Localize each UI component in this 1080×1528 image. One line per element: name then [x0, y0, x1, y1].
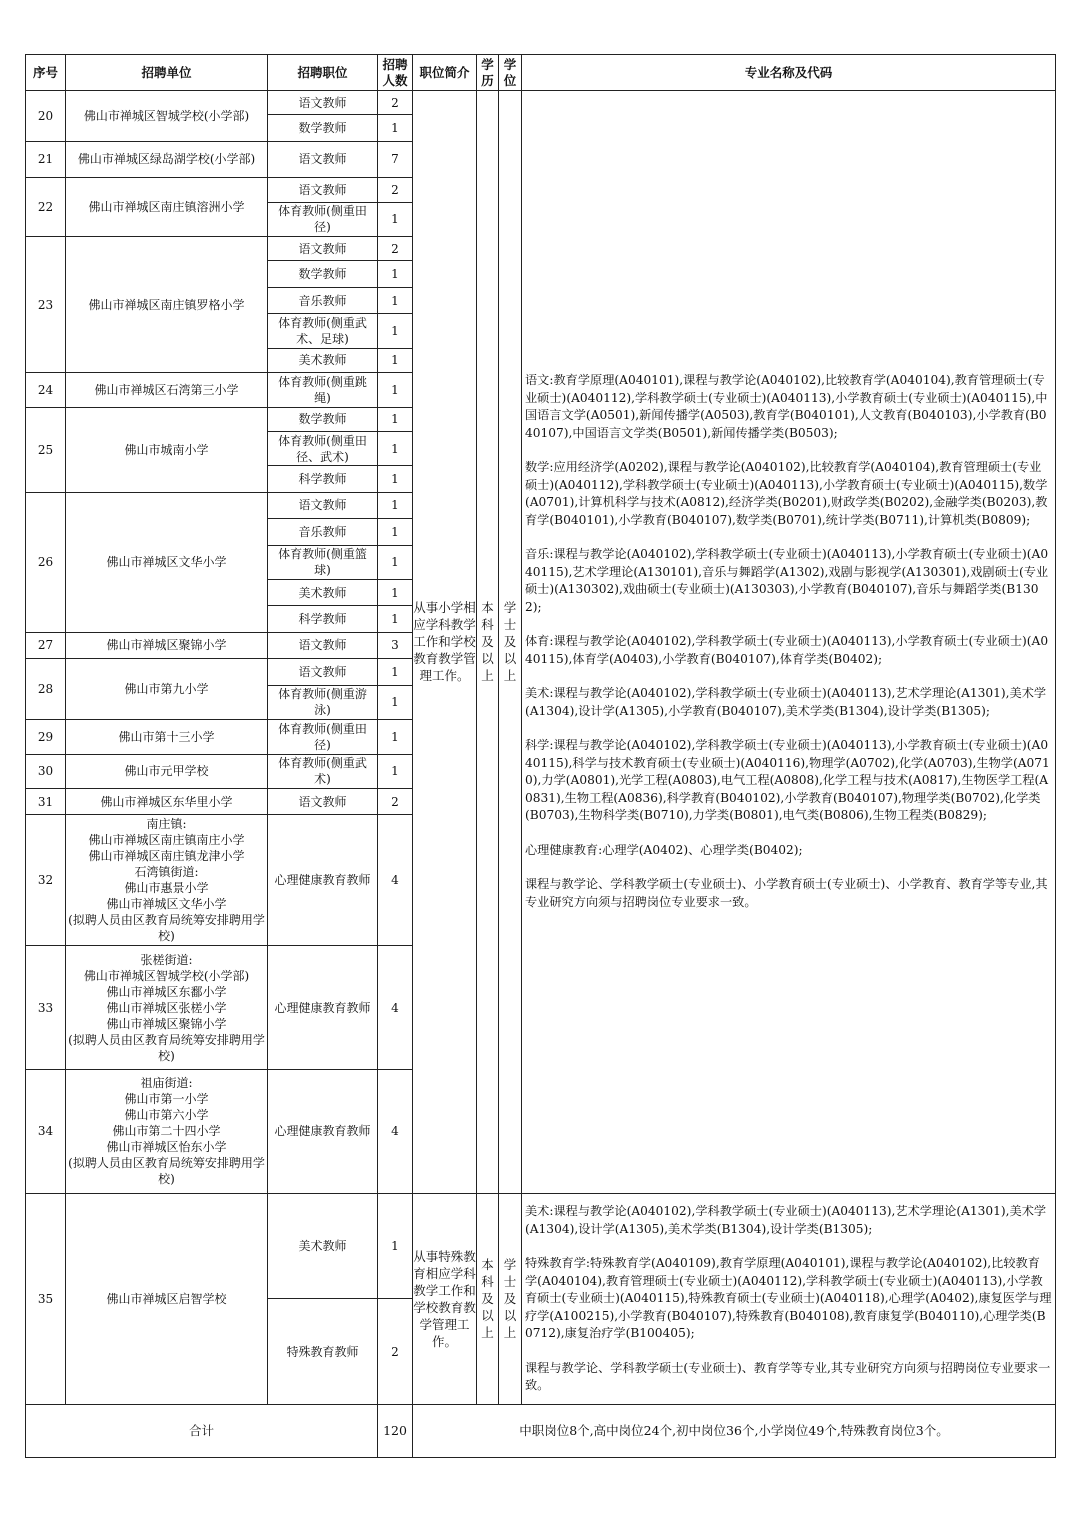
position-name: 语文教师	[268, 178, 378, 202]
recruiting-unit: 佛山市禅城区南庄镇溶洲小学	[66, 178, 268, 237]
row-number: 31	[26, 789, 66, 815]
headcount: 1	[378, 492, 413, 518]
total-count: 120	[378, 1404, 413, 1457]
headcount: 1	[378, 754, 413, 789]
headcount: 2	[378, 91, 413, 115]
position-name: 语文教师	[268, 632, 378, 658]
position-name: 美术教师	[268, 348, 378, 372]
position-name: 语文教师	[268, 659, 378, 685]
header-position: 招聘职位	[268, 55, 378, 91]
position-name: 体育教师(侧重田径、武术)	[268, 431, 378, 466]
header-major: 专业名称及代码	[522, 55, 1056, 91]
paragraph-gap	[525, 720, 1052, 737]
table-row	[26, 91, 1056, 115]
job-description: 从事小学相应学科教学工作和学校教育教学管理工作。	[413, 91, 477, 1194]
headcount: 2	[378, 178, 413, 202]
recruiting-unit: 佛山市禅城区绿岛湖学校(小学部)	[66, 141, 268, 178]
major-paragraph: 课程与教学论、学科教学硕士(专业硕士)、教育学等专业,其专业研究方向须与招聘岗位专业要求一致。	[525, 1360, 1051, 1393]
education-requirement: 本科及以上	[477, 1193, 499, 1404]
position-name: 语文教师	[268, 237, 378, 261]
major-paragraph: 特殊教育学:特殊教育学(A040109),教育学原理(A040101),课程与教学论(A040102),比较教育学(A040104),教育管理硕士(专业硕士)(A040112),学科教学硕士(专业硕士)(A040113),小学教育硕士(专业硕士)(A040115),特殊教育硕士(专业硕士)(A040118),心理学(A0402),康复医学与理疗学(A100215),小学教育(B040107),特殊教育(B040108),教育康复学(B040110),心理学类(B0712),康复治疗学(B100405);	[525, 1256, 1052, 1341]
recruitment-table	[25, 54, 1056, 1458]
major-requirements	[522, 91, 1056, 1194]
position-name: 心理健康教育教师	[268, 815, 378, 946]
headcount: 1	[378, 580, 413, 606]
headcount: 4	[378, 815, 413, 946]
row-number: 34	[26, 1070, 66, 1194]
recruiting-unit: 祖庙街道: 佛山市第一小学 佛山市第六小学 佛山市第二十四小学 佛山市禅城区怡东小学 (拟聘人员由区教育局统筹安排聘用学校)	[66, 1070, 268, 1194]
degree-requirement: 学士及以上	[499, 1193, 522, 1404]
position-name: 语文教师	[268, 789, 378, 815]
recruiting-unit: 佛山市禅城区智城学校(小学部)	[66, 91, 268, 142]
headcount: 1	[378, 314, 413, 349]
paragraph-gap	[525, 825, 1052, 842]
headcount: 1	[378, 261, 413, 287]
headcount: 1	[378, 1193, 413, 1299]
table-row	[26, 1193, 1056, 1299]
position-name: 数学教师	[268, 407, 378, 431]
position-name: 数学教师	[268, 261, 378, 287]
headcount: 1	[378, 407, 413, 431]
paragraph-gap	[525, 668, 1052, 685]
job-description: 从事特殊教育相应学科教学工作和学校教育教学管理工作。	[413, 1193, 477, 1404]
row-number: 25	[26, 407, 66, 492]
header-unit: 招聘单位	[66, 55, 268, 91]
position-name: 数学教师	[268, 115, 378, 141]
total-row	[26, 1404, 1056, 1457]
headcount: 1	[378, 431, 413, 466]
headcount: 1	[378, 202, 413, 237]
paragraph-gap	[525, 1343, 1052, 1360]
headcount: 7	[378, 141, 413, 178]
headcount: 2	[378, 1299, 413, 1405]
position-name: 科学教师	[268, 466, 378, 492]
row-number: 29	[26, 720, 66, 755]
headcount: 1	[378, 115, 413, 141]
major-paragraph: 科学:课程与教学论(A040102),学科教学硕士(专业硕士)(A040113),小学教育硕士(专业硕士)(A040115),科学与技术教育硕士(专业硕士)(A040116),物理学(A0702),化学(A0703),生物学(A0710),力学(A0801),光学工程(A0803),电气工程(A0808),化学工程与技术(A0817),生物医学工程(A0831),生物工程(A0836),科学教育(B040102),小学教育(B040107),物理学类(B0702),化学类(B0703),生物科学类(B0710),力学类(B0801),电气类(B0806),生物工程类(B0829);	[525, 738, 1050, 823]
row-number: 27	[26, 632, 66, 658]
row-number: 20	[26, 91, 66, 142]
position-name: 体育教师(侧重跳绳)	[268, 373, 378, 408]
position-name: 体育教师(侧重武术、足球)	[268, 314, 378, 349]
row-number: 32	[26, 815, 66, 946]
recruiting-unit: 南庄镇: 佛山市禅城区南庄镇南庄小学 佛山市禅城区南庄镇龙津小学 石湾镇街道: 佛山市惠景小学 佛山市禅城区文华小学 (拟聘人员由区教育局统筹安排聘用学校)	[66, 815, 268, 946]
recruiting-unit: 佛山市第九小学	[66, 659, 268, 720]
row-number: 22	[26, 178, 66, 237]
row-number: 23	[26, 237, 66, 373]
major-paragraph: 数学:应用经济学(A0202),课程与教学论(A040102),比较教育学(A040104),教育管理硕士(专业硕士)(A040112),学科教学硕士(专业硕士)(A040113),小学教育硕士(专业硕士)(A040115),数学(A0701),计算机科学与技术(A0812),经济学类(B0201),财政学类(B0202),金融学类(B0203),教育学(B040101),小学教育(B040107),数学类(B0701),统计学类(B0711),计算机类(B0809);	[525, 460, 1048, 527]
position-name: 体育教师(侧重游泳)	[268, 685, 378, 720]
header-count: 招聘人数	[378, 55, 413, 91]
recruiting-unit: 佛山市禅城区石湾第三小学	[66, 373, 268, 408]
headcount: 1	[378, 659, 413, 685]
headcount: 1	[378, 685, 413, 720]
headcount: 3	[378, 632, 413, 658]
major-paragraph: 音乐:课程与教学论(A040102),学科教学硕士(专业硕士)(A040113),小学教育硕士(专业硕士)(A040115),艺术学理论(A130101),音乐与舞蹈学(A1302),戏剧与影视学(A130301),戏剧硕士(专业硕士)(A130302),戏曲硕士(专业硕士)(A130303),小学教育(B040107),音乐与舞蹈学类(B1302);	[525, 547, 1049, 614]
header-desc: 职位简介	[413, 55, 477, 91]
paragraph-gap	[525, 859, 1052, 876]
paragraph-gap	[525, 1238, 1052, 1255]
major-paragraph: 体育:课程与教学论(A040102),学科教学硕士(专业硕士)(A040113),小学教育硕士(专业硕士)(A040115),体育学(A0403),小学教育(B040107),体育学类(B0402);	[525, 634, 1049, 666]
row-number: 33	[26, 946, 66, 1070]
table-body	[26, 91, 1056, 1458]
header-edu: 学历	[477, 55, 499, 91]
position-name: 体育教师(侧重田径)	[268, 720, 378, 755]
recruiting-unit: 佛山市禅城区启智学校	[66, 1193, 268, 1404]
recruiting-unit: 张槎街道: 佛山市禅城区智城学校(小学部) 佛山市禅城区东鄱小学 佛山市禅城区张槎小学 佛山市禅城区聚锦小学 (拟聘人员由区教育局统筹安排聘用学校)	[66, 946, 268, 1070]
row-number: 35	[26, 1193, 66, 1404]
position-name: 特殊教育教师	[268, 1299, 378, 1405]
header-degree: 学位	[499, 55, 522, 91]
major-requirements	[522, 1193, 1056, 1404]
headcount: 2	[378, 789, 413, 815]
position-name: 音乐教师	[268, 519, 378, 545]
position-name: 语文教师	[268, 492, 378, 518]
paragraph-gap	[525, 529, 1052, 546]
headcount: 1	[378, 545, 413, 580]
education-requirement: 本科及以上	[477, 91, 499, 1194]
total-label: 合计	[26, 1404, 378, 1457]
headcount: 1	[378, 348, 413, 372]
position-name: 体育教师(侧重田径)	[268, 202, 378, 237]
major-paragraph: 美术:课程与教学论(A040102),学科教学硕士(专业硕士)(A040113),艺术学理论(A1301),美术学(A1304),设计学(A1305),美术学类(B1304),设计学类(B1305);	[525, 1204, 1047, 1236]
recruiting-unit: 佛山市第十三小学	[66, 720, 268, 755]
row-number: 30	[26, 754, 66, 789]
paragraph-gap	[525, 616, 1052, 633]
headcount: 1	[378, 287, 413, 313]
recruiting-unit: 佛山市禅城区聚锦小学	[66, 632, 268, 658]
major-paragraph: 语文:教育学原理(A040101),课程与教学论(A040102),比较教育学(A040104),教育管理硕士(专业硕士)(A040112),学科教学硕士(专业硕士)(A040113),小学教育硕士(专业硕士)(A040115),中国语言文学(A0501),新闻传播学(A0503),教育学(B040101),人文教育(B040103),小学教育(B040107),中国语言文学类(B0501),新闻传播学类(B0503);	[525, 373, 1048, 440]
degree-requirement: 学士及以上	[499, 91, 522, 1194]
paragraph-gap	[525, 442, 1052, 459]
header-row	[26, 55, 1056, 91]
recruiting-unit: 佛山市禅城区东华里小学	[66, 789, 268, 815]
position-name: 美术教师	[268, 1193, 378, 1299]
header-no: 序号	[26, 55, 66, 91]
headcount: 2	[378, 237, 413, 261]
headcount: 1	[378, 720, 413, 755]
headcount: 4	[378, 1070, 413, 1194]
total-summary: 中职岗位8个,高中岗位24个,初中岗位36个,小学岗位49个,特殊教育岗位3个。	[413, 1404, 1056, 1457]
headcount: 1	[378, 373, 413, 408]
position-name: 体育教师(侧重武术)	[268, 754, 378, 789]
row-number: 24	[26, 373, 66, 408]
headcount: 1	[378, 519, 413, 545]
position-name: 心理健康教育教师	[268, 1070, 378, 1194]
position-name: 语文教师	[268, 141, 378, 178]
position-name: 美术教师	[268, 580, 378, 606]
row-number: 26	[26, 492, 66, 632]
position-name: 心理健康教育教师	[268, 946, 378, 1070]
recruiting-unit: 佛山市城南小学	[66, 407, 268, 492]
row-number: 28	[26, 659, 66, 720]
position-name: 语文教师	[268, 91, 378, 115]
headcount: 1	[378, 606, 413, 632]
headcount: 4	[378, 946, 413, 1070]
recruiting-unit: 佛山市禅城区南庄镇罗格小学	[66, 237, 268, 373]
position-name: 体育教师(侧重篮球)	[268, 545, 378, 580]
headcount: 1	[378, 466, 413, 492]
major-paragraph: 美术:课程与教学论(A040102),学科教学硕士(专业硕士)(A040113),艺术学理论(A1301),美术学(A1304),设计学(A1305),小学教育(B040107),美术学类(B1304),设计学类(B1305);	[525, 686, 1047, 718]
position-name: 科学教师	[268, 606, 378, 632]
recruiting-unit: 佛山市元甲学校	[66, 754, 268, 789]
major-paragraph: 课程与教学论、学科教学硕士(专业硕士)、小学教育硕士(专业硕士)、小学教育、教育学等专业,其专业研究方向须与招聘岗位专业要求一致。	[525, 877, 1048, 909]
position-name: 音乐教师	[268, 287, 378, 313]
major-paragraph: 心理健康教育:心理学(A0402)、心理学类(B0402);	[525, 842, 803, 857]
recruiting-unit: 佛山市禅城区文华小学	[66, 492, 268, 632]
row-number: 21	[26, 141, 66, 178]
